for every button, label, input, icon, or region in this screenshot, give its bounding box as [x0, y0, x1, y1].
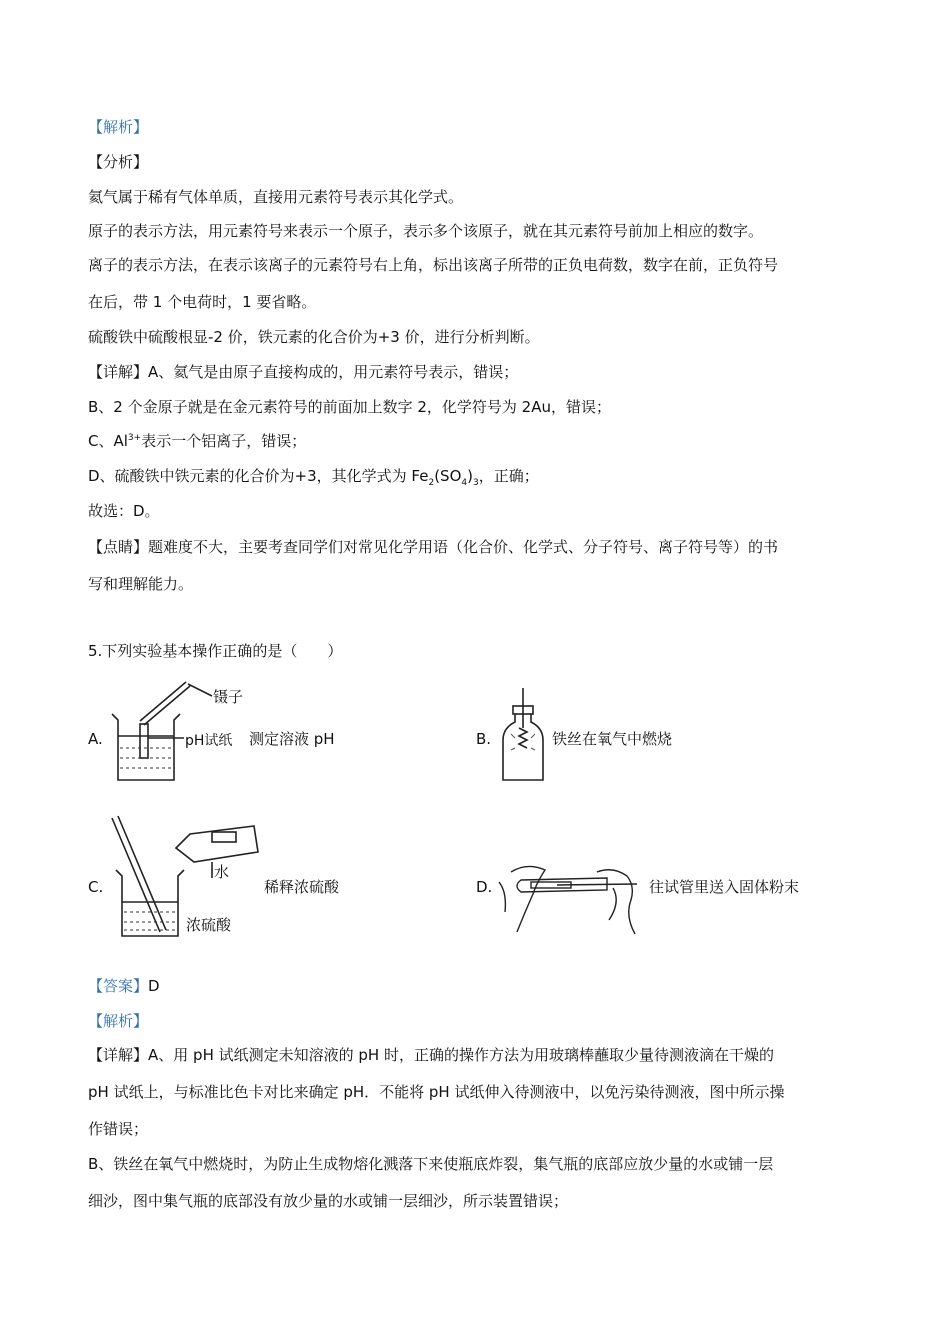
detail2-line-a1 — [88, 1045, 774, 1065]
analysis-header-2: 【解析】 — [88, 1012, 149, 1030]
fenxi-line: 硫酸铁中硫酸根显-2 价，铁元素的化合价为+3 价，进行分析判断。 — [88, 328, 540, 346]
choice-line: 故选：D。 — [88, 502, 160, 520]
dianjing-line-2: 写和理解能力。 — [88, 575, 194, 593]
option-c-letter: C. — [88, 878, 104, 896]
subscript-3: 3 — [472, 478, 479, 488]
fenxi-line: 氦气属于稀有气体单质，直接用元素符号表示其化学式。 — [88, 188, 464, 206]
detail-c-pre: C、Al — [88, 432, 128, 450]
question-5: 5.下列实验基本操作正确的是（ ） — [88, 642, 343, 660]
dianjing-line-1 — [88, 537, 778, 557]
option-a-text: 测定溶液 pH — [249, 730, 335, 748]
dianjing-text: 题难度不大，主要考查同学们对常见化学用语（化合价、化学式、分子符号、离子符号等）的书 — [148, 538, 779, 556]
fenxi-line: 在后，带 1 个电荷时，1 要省略。 — [88, 293, 317, 311]
fenxi-line: 原子的表示方法，用元素符号来表示一个原子，表示多个该原子，就在其元素符号前加上相应的数字。 — [88, 222, 764, 240]
detail-d-mid2: ) — [467, 467, 473, 485]
detail-a-text: A、氦气是由原子直接构成的，用元素符号表示，错误； — [148, 363, 519, 381]
option-b-letter: B. — [476, 730, 492, 748]
detail2-line-b1: B、铁丝在氧气中燃烧时，为防止生成物熔化溅落下来使瓶底炸裂，集气瓶的底部应放少量的水或铺一层 — [88, 1155, 774, 1173]
detail-tag: 【详解】 — [88, 363, 149, 381]
detail2-a1-text: A、用 pH 试纸测定未知溶液的 pH 时，正确的操作方法为用玻璃棒蘸取少量待测液滴在干燥的 — [148, 1046, 774, 1064]
test-tube-powder-figure — [497, 842, 647, 938]
charge-superscript: 3+ — [127, 433, 142, 443]
option-d-letter: D. — [476, 878, 493, 896]
gas-bottle-iron-wire-figure — [497, 686, 549, 786]
option-c-text: 稀释浓硫酸 — [264, 878, 340, 896]
detail-d-pre: D、硫酸铁中铁元素的化合价为+3，其化学式为 Fe — [88, 467, 429, 485]
fenxi-line: 离子的表示方法，在表示该离子的元素符号右上角，标出该离子所带的正负电荷数，数字在前，正负符号 — [88, 256, 779, 274]
detail2-tag: 【详解】 — [88, 1046, 149, 1064]
ph-paper-label: pH试纸 — [185, 733, 233, 749]
option-a-letter: A. — [88, 730, 103, 748]
detail-line-a — [88, 362, 518, 382]
option-d-text: 往试管里送入固体粉末 — [649, 878, 800, 896]
detail-line-d — [88, 466, 539, 486]
fenxi-header: 【分析】 — [88, 153, 149, 171]
option-b-text: 铁丝在氧气中燃烧 — [552, 730, 673, 748]
detail-line-b: B、2 个金原子就是在金元素符号的前面加上数字 2，化学符号为 2Au，错误； — [88, 398, 611, 416]
subscript-1: 2 — [428, 478, 435, 488]
detail-c-post: 表示一个铝离子，错误； — [141, 432, 307, 450]
detail-d-mid: (SO — [434, 467, 462, 485]
subscript-2: 4 — [461, 478, 468, 488]
dianjing-tag: 【点睛】 — [88, 538, 149, 556]
tweezers-label: 镊子 — [213, 688, 244, 706]
detail2-line-a2: pH 试纸上，与标准比色卡对比来确定 pH．不能将 pH 试纸伸入待测液中，以免污染待测液，图中所示操 — [88, 1083, 785, 1101]
detail-line-c — [88, 431, 306, 451]
answer-line — [88, 976, 160, 996]
answer-value: D — [148, 977, 160, 995]
answer-tag: 【答案】 — [88, 977, 149, 995]
analysis-header: 【解析】 — [88, 118, 149, 136]
detail2-line-b2: 细沙，图中集气瓶的底部没有放少量的水或铺一层细沙，所示装置错误； — [88, 1192, 569, 1210]
water-label: 水 — [214, 863, 230, 881]
detail2-line-a3: 作错误； — [88, 1120, 149, 1138]
detail-d-post: ，正确； — [478, 467, 539, 485]
conc-acid-label: 浓硫酸 — [186, 916, 232, 934]
